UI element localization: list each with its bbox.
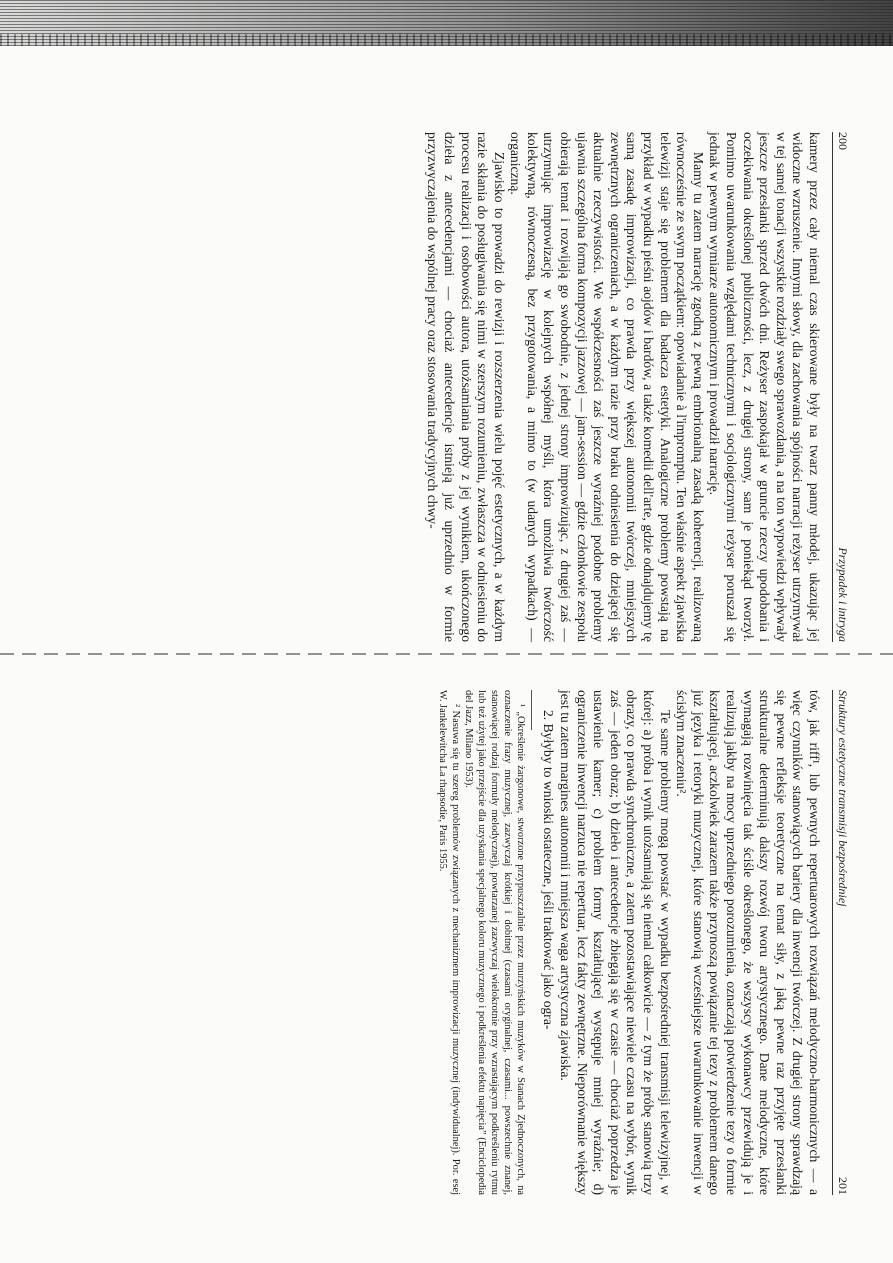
paragraph: kamery przez cały niemal czas skierowane były na twarz panny młodej, ukazując jej widoczne wzruszenie. Innymi słowy, dla zachowania spójności narracji reżyser utrzymywał w tej samej tonacji wszystkie rozdziały swego sprawozdania, a na ton wypowiedzi wpływały jeszcze przesłanki sprzed dwóch dni. Reżyser zaspokajał w gruncie rzeczy upodobania i oczekiwania określonej publiczności, lecz, z drugiej strony, sam je poniekąd tworzył. Pomimo uwarunkowania względami technicznymi i socjologicznymi reżyser poruszał się jednak w pewnym wymiarze autonomicznym i prowadził narrację. xyxy=(707,132,822,642)
paragraph: Mamy tu zatem narrację zgodną z pewną embrionalną zasadą koherencji, realizowaną równocześnie ze swym początkiem: opowiadanie à l'impromptu. Ten właśnie aspekt zjawiska telewizji staje się problemem dla badacza estetyki. Analogiczne problemy powstają na przykład w wypadku pieśni aojdów i bardów, a także komedii dell'arte, gdzie odnajdujemy tę samą zasadę improwizacji, co prawda przy większej autonomii twórczej, mniejszych zewnętrznych ograniczeniach, a w każdym razie przy braku odniesienia do dziejącej się aktualnie rzeczywistości. We współczesności zaś jeszcze wyraźniej podobne problemy ujawnia szczególna forma kompozycji jazzowej — jam-session — gdzie członkowie zespołu obierają temat i rozwijają go swobodnie, z jednej strony improwizując, z drugiej zaś — utrzymując improwizację w kolejnych współnej myśli, która umożliwia twórczość kolektywną, równoczesną, bez przygotowania, a mimo to (w udanych wypadkach) — organiczną. xyxy=(508,132,706,642)
page-body xyxy=(540,690,822,1195)
section-heading: 2. Byłyby to wnioski ostateczne, jeśli traktować jako ogra- xyxy=(541,710,557,1030)
page-number: 201 xyxy=(836,1177,850,1195)
page-header xyxy=(832,690,850,1195)
footnote-rule xyxy=(531,690,532,730)
running-head: Przypadek i intryga xyxy=(836,547,850,642)
page-200 xyxy=(424,132,850,642)
paragraph: Zjawisko to prowadzi do rewizji i rozszerzenia wielu pojęć estetycznych, a w każdym razie skłania do posługiwania się nimi w szerszym rozumieniu, zwłaszcza w odniesieniu do procesu realizacji i osobowości autora, utożsamiania próby z jej wynikiem, ukończonego dzieła z antecedencjami — chociaż antecedencje istnieją już uprzednio w formie przyzwyczajenia do wspólnej pracy oraz stosowania tradycyjnych chwy- xyxy=(425,132,507,642)
page-201 xyxy=(436,690,850,1195)
page-number: 200 xyxy=(836,132,850,150)
running-head: Struktury estetyczne transmisji bezpośredniej xyxy=(836,690,850,907)
page-body xyxy=(424,132,822,642)
page-fold-line xyxy=(0,653,893,655)
scanner-noise-band xyxy=(0,0,893,46)
footnote: ¹ „Określenie żargonowe, stworzone przypuszczalnie przez murzyńskich muzyków w Stanach Zjednoczonych, na oznaczenie frazy muzycznej, zazwyczaj krótkiej i dobitnej (czasami oryginalnej, czasami... powszechnie znanej, stanowiącej rodzaj formuły melodycznej), powtarzanej zazwyczaj wielokrotnie przy wzrastającym podkreśleniu rytmu lub też użytej jako przejście dla uzyskania specjalnego koloru muzycznego i podkreślenia efektu napięcia” (Enciclopedia del Jazz, Milano 1953). xyxy=(462,690,526,1195)
paragraph: tów, jak riff¹, lub pewnych repertuarowych rozwiązań melodyczno-harmonicznych — a więc czynników stanowiących bariery dla inwencji twórczej. Z drugiej strony sprawdzają się pewne refleksje teoretyczne na temat siły, z jaką pewne raz przyjęte przesłanki strukturalne determinują dalszy rozwój tworu artystycznego. Dane melodyczne, które wymagają rozwinięcia tak ściśle określonego, że wszyscy wykonawcy przewidują je i realizują jakby na mocy uprzedniego porozumienia, oznaczają potwierdzenie tezy o formie kształtującej, aczkolwiek zarazem także przynoszą powiązanie tej tezy z problemem danego już języka i retoryki muzycznej, które stanowią wcześniejsze uwarunkowanie inwencji w ścisłym znaczeniu². xyxy=(674,690,822,1195)
footnote: ² Nasuwa się tu szereg problemów związanych z mechanizmem improwizacji muzycznej (indywidualnej). Por. esej W. Jankelewitcha La rhapsodie, Paris 1955. xyxy=(436,690,461,1195)
paragraph: Te same problemy mogą powstać w wypadku bezpośredniej transmisji telewizyjnej, w której: a) próba i wynik utożsamiają się niemal całkowicie — z tym że próbę stanowią trzy obrazy, co prawda synchroniczne, a zatem pozostawiające niewiele czasu na wybór, wynik zaś — jeden obraz; b) dzieło i antecedencje zbiegają się w czasie — chociaż poprzedza je ustawienie kamer; c) problem formy kształtującej występuje mniej wyraźnie; d) ograniczenie inwencji narzuca nie repertuar, lecz fakty zewnętrzne. Nieporównanie większy jest tu zatem margines autonomii i mniejsza waga artystyczna zjawiska. xyxy=(558,690,673,1195)
page-header xyxy=(832,132,850,642)
